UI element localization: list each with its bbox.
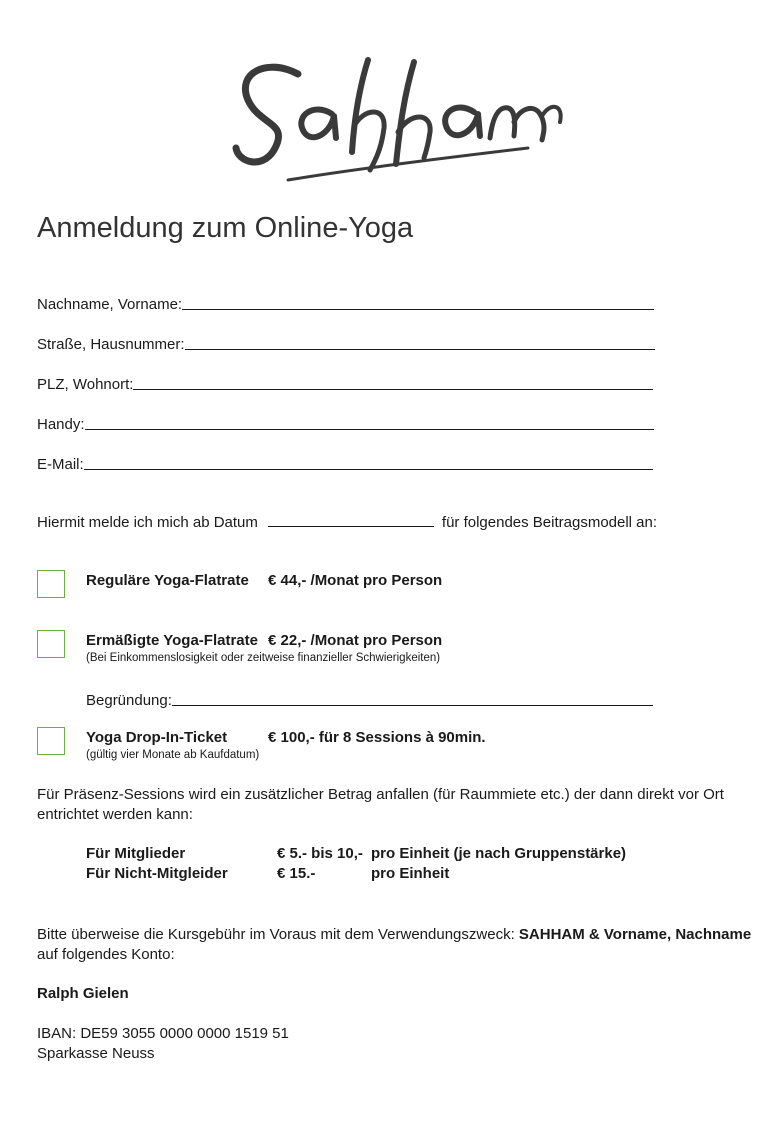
city-field[interactable] (37, 371, 653, 393)
name-label: Nachname, Vorname: (37, 296, 183, 313)
email-field[interactable] (37, 451, 653, 473)
signup-sentence (37, 512, 657, 531)
mobile-label: Handy: (37, 416, 85, 433)
email-line[interactable] (84, 468, 653, 470)
name-field[interactable] (37, 291, 654, 313)
regular-flatrate-price: € 44,- /Monat pro Person (268, 572, 443, 589)
regular-flatrate-name: Reguläre Yoga-Flatrate (86, 572, 249, 589)
mobile-line[interactable] (85, 428, 654, 430)
nonmembers-unit: pro Einheit (371, 865, 450, 882)
iban: IBAN: DE59 3055 0000 0000 1519 51 (37, 1025, 289, 1042)
reason-line[interactable] (172, 704, 653, 706)
email-label: E-Mail: (37, 456, 84, 473)
drop-in-note: (gültig vier Monate ab Kaufdatum) (86, 749, 260, 761)
drop-in-name: Yoga Drop-In-Ticket (86, 729, 228, 746)
mobile-field[interactable] (37, 411, 654, 433)
signup-before: Hiermit melde ich mich ab Datum (37, 514, 258, 531)
reason-field[interactable] (86, 687, 653, 709)
payment-text-start: Bitte überweise die Kursgebühr im Voraus mit dem Verwendungszweck: (37, 926, 519, 943)
account-holder: Ralph Gielen (37, 985, 129, 1002)
sahham-logo (228, 52, 568, 187)
members-unit: pro Einheit (je nach Gruppenstärke) (371, 845, 627, 862)
payment-text (37, 925, 752, 965)
drop-in-checkbox[interactable] (37, 727, 65, 755)
drop-in-price: € 100,- für 8 Sessions à 90min. (268, 729, 486, 746)
reduced-flatrate-checkbox[interactable] (37, 630, 65, 658)
reduced-flatrate-name: Ermäßigte Yoga-Flatrate (86, 632, 258, 649)
payment-purpose: SAHHAM & Vorname, Nachname (518, 926, 752, 943)
reduced-flatrate-price: € 22,- /Monat pro Person (268, 632, 443, 649)
members-price: € 5.- bis 10,- (277, 845, 363, 862)
street-field[interactable] (37, 331, 655, 353)
regular-flatrate-checkbox[interactable] (37, 570, 65, 598)
members-group: Für Mitglieder (86, 845, 186, 862)
nonmembers-price: € 15.- (277, 865, 316, 882)
payment-text-end: auf folgendes Konto: (37, 946, 175, 963)
street-line[interactable] (185, 348, 655, 350)
date-line[interactable] (268, 512, 434, 527)
city-label: PLZ, Wohnort: (37, 376, 134, 393)
presence-text: Für Präsenz-Sessions wird ein zusätzlicher Betrag anfallen (für Raummiete etc.) der dann direkt vor Ort entrichtet werden kann: (37, 786, 724, 823)
reduced-flatrate-note: (Bei Einkommenslosigkeit oder zeitweise finanzieller Schwierigkeiten) (86, 652, 441, 664)
reason-label: Begründung: (86, 692, 172, 709)
city-line[interactable] (133, 388, 653, 390)
street-label: Straße, Hausnummer: (37, 336, 185, 353)
nonmembers-group: Für Nicht-Mitgleider (86, 865, 228, 882)
name-line[interactable] (182, 308, 654, 310)
bank-name: Sparkasse Neuss (37, 1045, 155, 1062)
page-title: Anmeldung zum Online-Yoga (37, 212, 414, 244)
signup-after: für folgendes Beitragsmodell an: (441, 514, 658, 531)
